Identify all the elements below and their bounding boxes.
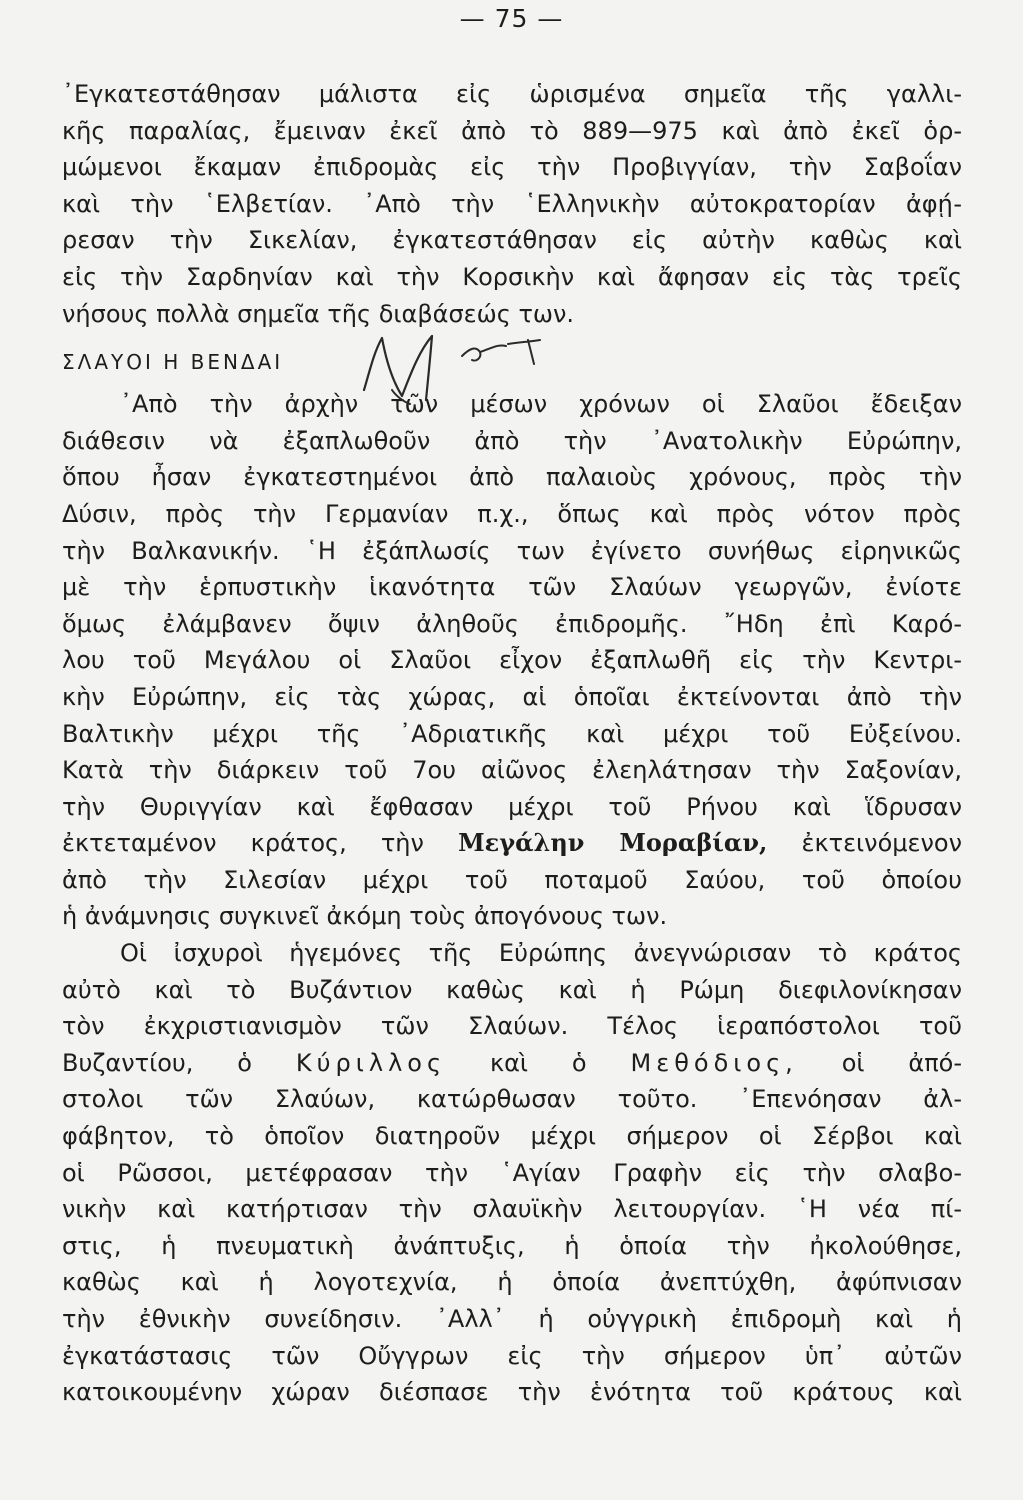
text-line: καθὼς καὶ ἡ λογοτεχνία, ἡ ὁποία ἀνεπτύχθη, ἀφύπνισαν (62, 1268, 962, 1297)
text-line: Δύσιν, πρὸς τὴν Γερμανίαν π.χ., ὅπως καὶ πρὸς νότον πρὸς (62, 499, 962, 528)
text-line: ἐγκατάστασις τῶν Οὔγγρων εἰς τὴν σήμερον ὑπ᾿ αὐτῶν (62, 1341, 962, 1370)
paragraph-3 (62, 935, 962, 1411)
text-line: ᾿Εγκατεστάθησαν μάλιστα εἰς ὡρισμένα σημεῖα τῆς γαλλι- (62, 80, 962, 108)
text-line: ρεσαν τὴν Σικελίαν, ἐγκατεστάθησαν εἰς αὐτὴν καθὼς καὶ (62, 226, 962, 255)
text-line: αὐτὸ καὶ τὸ Βυζάντιον καθὼς καὶ ἡ Ρώμη διεφιλονίκησαν (62, 975, 962, 1004)
text-line-bold (62, 825, 962, 862)
text-line: καὶ τὴν ῾Ελβετίαν. ᾿Απὸ τὴν ῾Ελληνικὴν αὐτοκρατορίαν ἀφῄ- (62, 189, 962, 218)
text-fragment: ἐκτεταμένον κράτος, τὴν (62, 829, 424, 858)
text-fragment: καὶ ὁ (489, 1048, 587, 1077)
text-line: ᾿Απὸ τὴν ἀρχὴν τῶν μέσων χρόνων οἱ Σλαῦοι ἔδειξαν (120, 390, 962, 419)
text-line: στις, ἡ πνευματικὴ ἀνάπτυξις, ἡ ὁποία τὴν ἠκολούθησε, (62, 1231, 962, 1260)
text-line: τὴν Θυριγγίαν καὶ ἔφθασαν μέχρι τοῦ Ρήνου καὶ ἵδρυσαν (62, 792, 962, 821)
spaced-name-methodios: Μεθόδιος, (630, 1048, 798, 1077)
text-line: ἀπὸ τὴν Σιλεσίαν μέχρι τοῦ ποταμοῦ Σαύου, τοῦ ὁποίου (62, 865, 962, 894)
paragraph-1 (62, 76, 962, 332)
text-line: τὴν Βαλκανικήν. ῾Η ἐξάπλωσίς των ἐγίνετο συνήθως εἰρηνικῶς (62, 536, 962, 565)
text-fragment: Βυζαντίου, ὁ (62, 1048, 252, 1077)
text-line: λου τοῦ Μεγάλου οἱ Σλαῦοι εἶχον ἐξαπλωθῆ εἰς τὴν Κεντρι- (62, 646, 962, 675)
text-line: κῆς παραλίας, ἔμειναν ἐκεῖ ἀπὸ τὸ 889—975 καὶ ἀπὸ ἐκεῖ ὁρ- (62, 116, 962, 145)
section-heading (62, 338, 962, 386)
text-line: στολοι τῶν Σλαύων, κατώρθωσαν τοῦτο. ᾿Επενόησαν ἀλ- (62, 1085, 962, 1114)
text-line: διάθεσιν νὰ ἐξαπλωθοῦν ἀπὸ τὴν ᾿Ανατολικὴν Εὐρώπην, (62, 426, 962, 455)
text-line: μὲ τὴν ἑρπυστικὴν ἱκανότητα τῶν Σλαύων γεωργῶν, ἐνίοτε (62, 573, 962, 602)
text-line: μώμενοι ἔκαμαν ἐπιδρομὰς εἰς τὴν Προβιγγίαν, τὴν Σαβοΐαν (62, 153, 962, 182)
text-line: νήσους πολλὰ σημεῖα τῆς διαβάσεώς των. (62, 299, 575, 328)
text-line: φάβητον, τὸ ὁποῖον διατηροῦν μέχρι σήμερον οἱ Σέρβοι καὶ (62, 1122, 962, 1151)
text-line: οἱ Ρῶσσοι, μετέφρασαν τὴν ῾Αγίαν Γραφὴν εἰς τὴν σλαβο- (62, 1158, 962, 1187)
page-number: — 75 — (459, 4, 564, 33)
section-heading-text: ΣΛΑΥΟΙ Η ΒΕΝΔΑΙ (62, 350, 284, 375)
text-line: ὅμως ἐλάμβανεν ὄψιν ἀληθοῦς ἐπιδρομῆς. ῎Ηδη ἐπὶ Καρό- (62, 609, 962, 638)
text-line: νικὴν καὶ κατήρτισαν τὴν σλαυϊκὴν λειτουργίαν. ῾Η νέα πί- (62, 1195, 962, 1224)
text-fragment: οἱ ἀπό- (841, 1048, 962, 1077)
text-fragment: ἐκτεινόμενον (801, 829, 962, 858)
text-line: ἡ ἀνάμνησις συγκινεῖ ἀκόμη τοὺς ἀπογόνους των. (62, 902, 668, 931)
bold-term-megali-moravia: Μεγάλην Μοραβίαν, (458, 828, 768, 858)
text-line: Βαλτικὴν μέχρι τῆς ᾿Αδριατικῆς καὶ μέχρι τοῦ Εὐξείνου. (62, 719, 962, 748)
text-line: εἰς τὴν Σαρδηνίαν καὶ τὴν Κορσικὴν καὶ ἄφησαν εἰς τὰς τρεῖς (62, 262, 962, 291)
body-text (62, 76, 962, 1411)
text-line: τὴν ἐθνικὴν συνείδησιν. ᾿Αλλ᾿ ἡ οὐγγρικὴ ἐπιδρομὴ καὶ ἡ (62, 1305, 962, 1333)
paragraph-2 (62, 386, 962, 935)
text-line: τὸν ἐκχριστιανισμὸν τῶν Σλαύων. Τέλος ἱεραπόστολοι τοῦ (62, 1012, 962, 1041)
text-line: Οἱ ἰσχυροὶ ἡγεμόνες τῆς Εὐρώπης ἀνεγνώρισαν τὸ κράτος (120, 939, 962, 968)
text-line: κὴν Εὐρώπην, εἰς τὰς χώρας, αἱ ὁποῖαι ἐκτείνονται ἀπὸ τὴν (62, 682, 962, 711)
text-line: Κατὰ τὴν διάρκειν τοῦ 7ου αἰῶνος ἐλεηλάτησαν τὴν Σαξονίαν, (62, 756, 962, 785)
text-line: κατοικουμένην χώραν διέσπασε τὴν ἑνότητα τοῦ κράτους καὶ (62, 1378, 962, 1407)
handwritten-annotation-icon (352, 330, 652, 410)
spaced-name-kyrillos: Κύριλλος (295, 1048, 447, 1077)
text-line-spaced-names (62, 1045, 962, 1082)
text-line: ὅπου ἦσαν ἐγκατεστημένοι ἀπὸ παλαιοὺς χρόνους, πρὸς τὴν (62, 463, 962, 492)
